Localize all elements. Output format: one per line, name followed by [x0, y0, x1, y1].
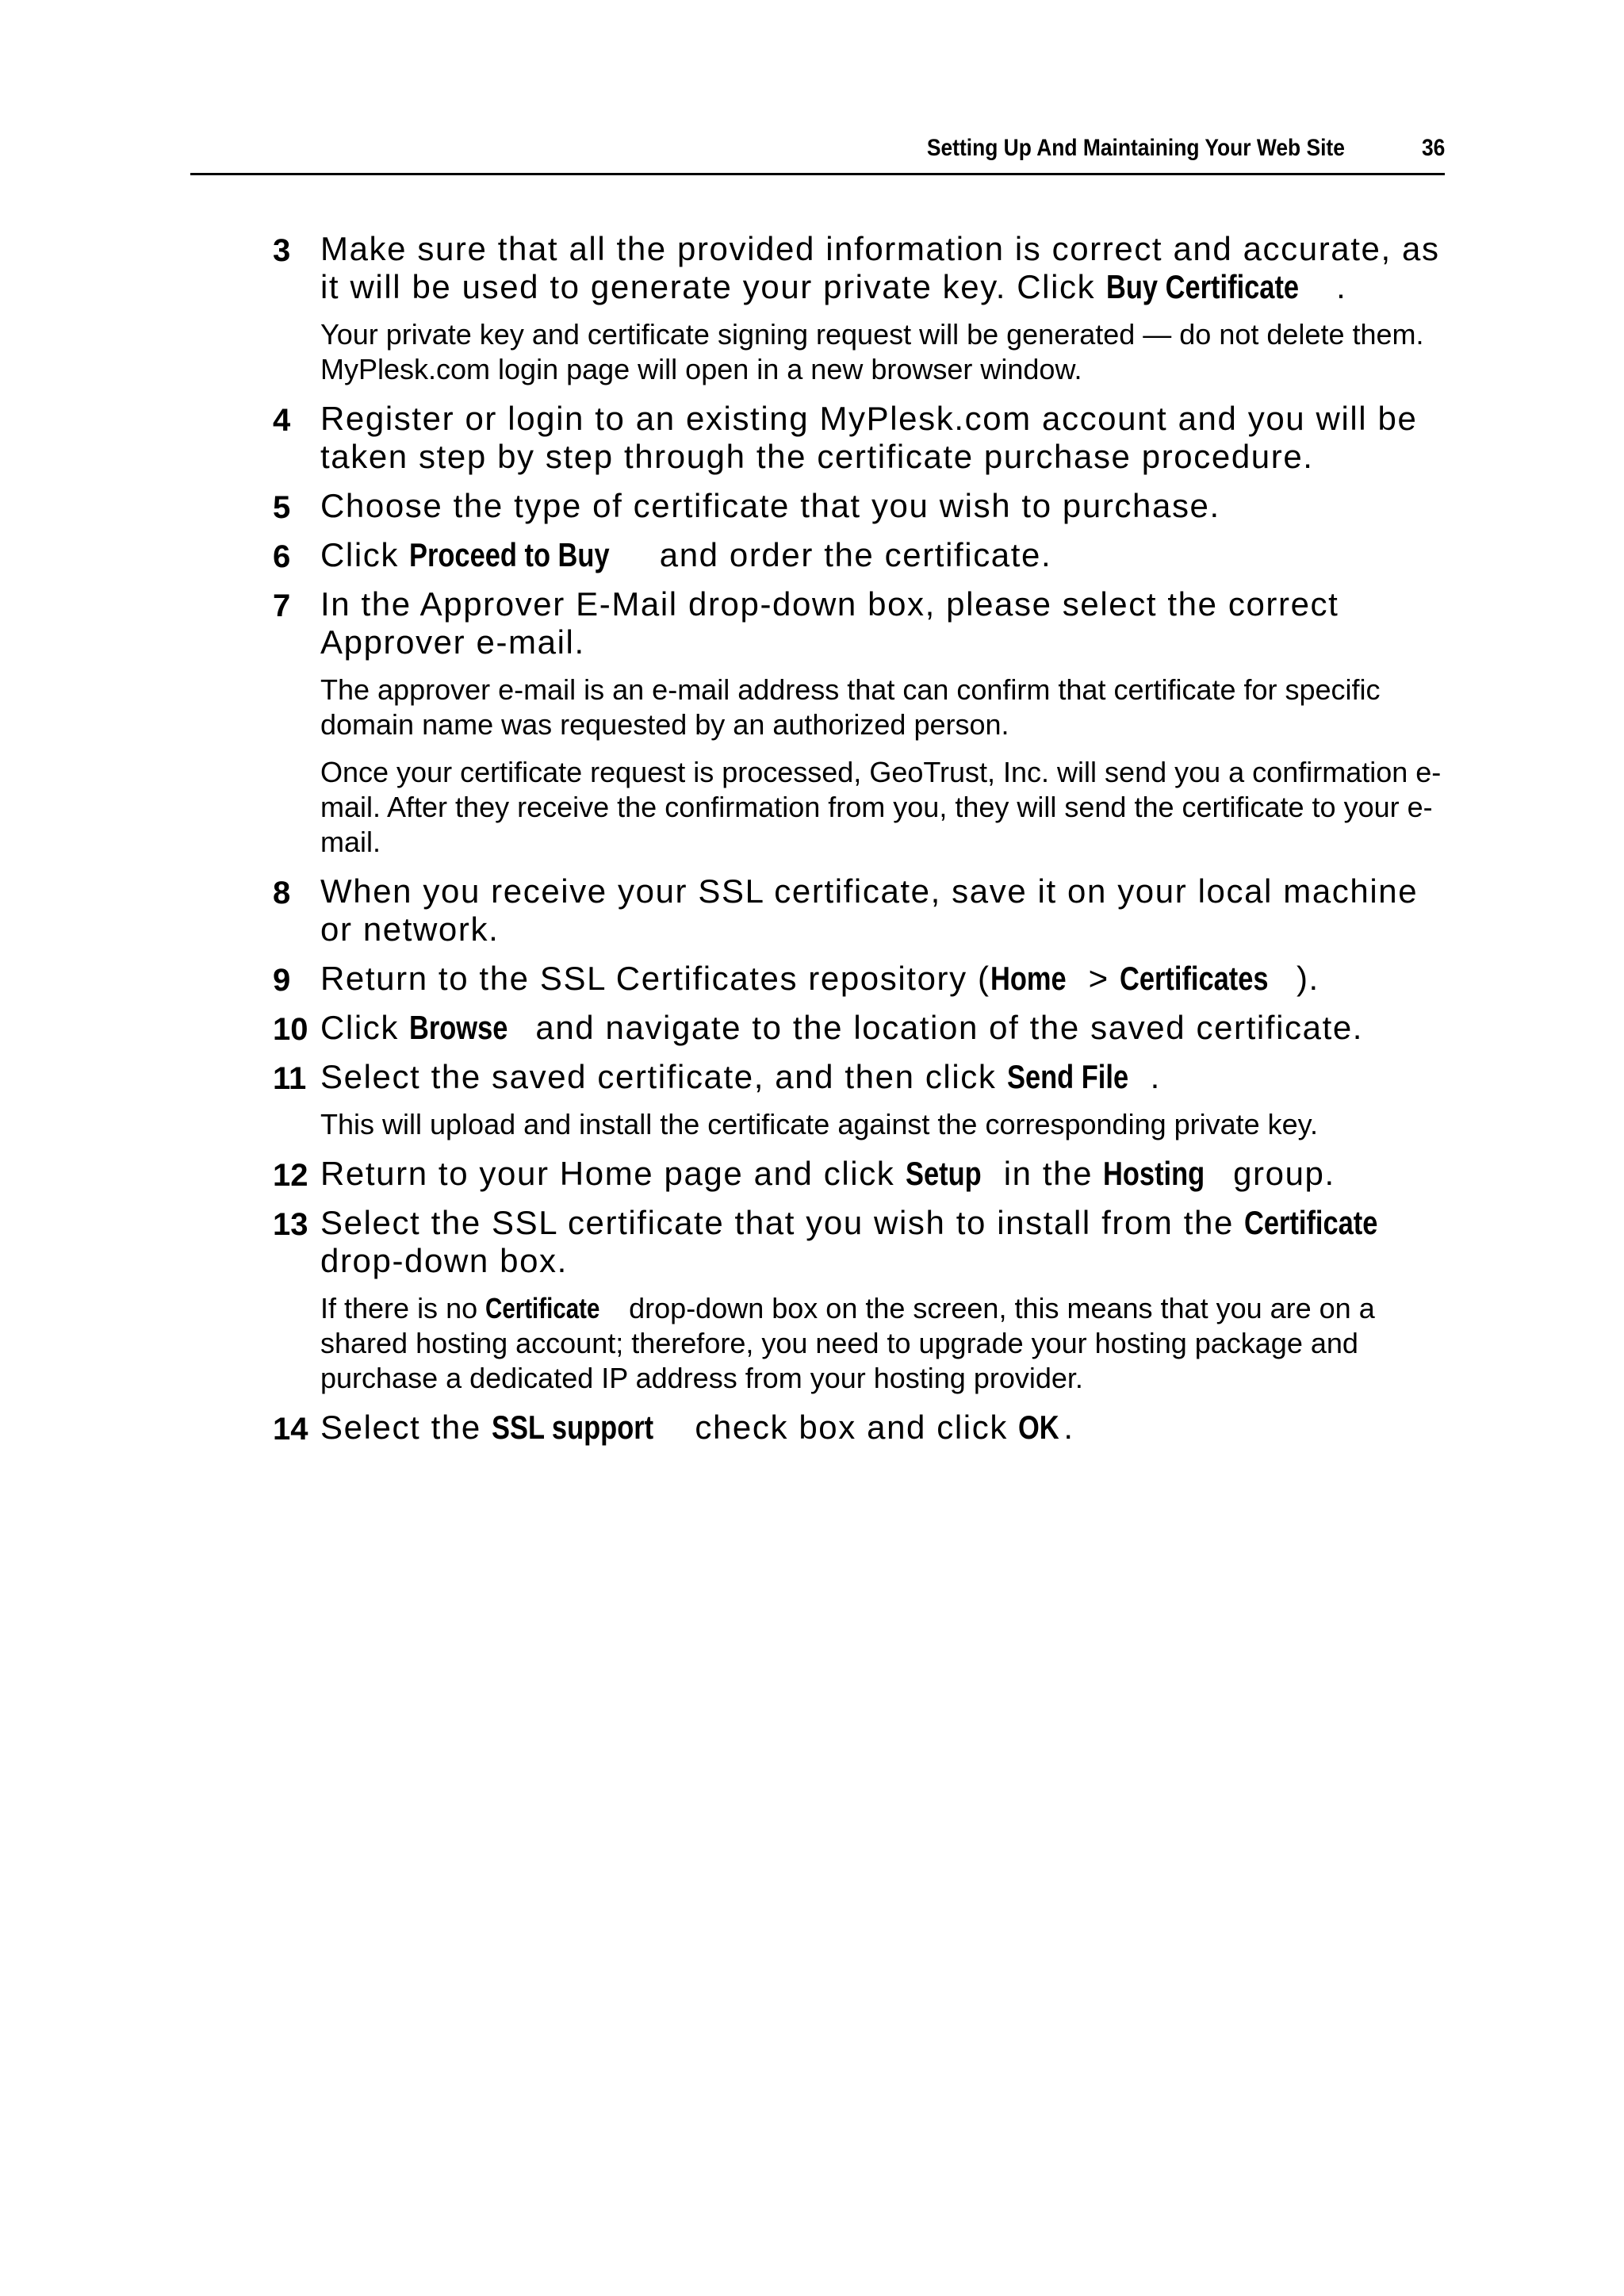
ui-label-ok: OK	[1018, 1409, 1059, 1446]
ui-label-hosting: Hosting	[1103, 1155, 1205, 1192]
step-number: 8	[273, 876, 291, 910]
step-12	[273, 1155, 1446, 1193]
step-7	[273, 585, 1446, 661]
ui-label-certificates: Certificates	[1120, 960, 1269, 997]
step-text: Select the saved certificate, and then click Send File .	[320, 1058, 1161, 1095]
step-3	[273, 230, 1446, 306]
step-number: 9	[273, 963, 291, 998]
step-note: If there is no Certificate drop-down box on the screen, this means that you are on a shared hosting account; therefore, you need to upgrade your hosting package and purchase a dedicated IP address from your hosting provider.	[320, 1292, 1375, 1394]
page-number: 36	[1421, 135, 1445, 161]
step-8	[273, 872, 1446, 949]
step-number: 11	[273, 1061, 307, 1096]
step-note: This will upload and install the certificate against the corresponding private key.	[320, 1108, 1319, 1140]
ui-label-home: Home	[990, 960, 1067, 997]
step-9	[273, 960, 1446, 998]
ui-label-browse: Browse	[409, 1009, 508, 1046]
step-text: Make sure that all the provided information is correct and accurate, as it will be used to generate your private key. Click Buy Certificate .	[320, 230, 1440, 305]
step-text: Click Browse and navigate to the location of the saved certificate.	[320, 1009, 1364, 1046]
step-number: 12	[273, 1158, 308, 1193]
step-number: 3	[273, 233, 291, 268]
ui-label-send-file: Send File	[1006, 1058, 1128, 1095]
step-list	[273, 230, 1446, 1458]
step-note: The approver e-mail is an e-mail address that can confirm that certificate for specific domain name was requested by an authorized person.	[320, 673, 1381, 741]
step-11	[273, 1058, 1446, 1096]
ui-label-ssl-support: SSL support	[492, 1409, 654, 1446]
step-number: 7	[273, 588, 291, 623]
running-header	[190, 133, 1445, 175]
step-text: Register or login to an existing MyPlesk.com account and you will be taken step by step through the certificate purchase procedure.	[320, 400, 1418, 475]
step-4	[273, 400, 1446, 476]
ui-label-proceed-to-buy: Proceed to Buy	[409, 536, 610, 573]
step-13	[273, 1204, 1446, 1280]
ui-label-certificate: Certificate	[485, 1292, 600, 1324]
step-number: 4	[273, 403, 291, 438]
step-number: 5	[273, 490, 291, 525]
step-text: Choose the type of certificate that you wish to purchase.	[320, 487, 1220, 524]
ui-label-setup: Setup	[905, 1155, 982, 1192]
step-text: When you receive your SSL certificate, save it on your local machine or network.	[320, 872, 1419, 948]
ui-label-certificate: Certificate	[1244, 1204, 1378, 1241]
step-number: 6	[273, 539, 291, 574]
step-text: In the Approver E-Mail drop-down box, please select the correct Approver e-mail.	[320, 585, 1339, 661]
step-number: 13	[273, 1207, 308, 1242]
step-number: 10	[273, 1012, 308, 1047]
step-note: Once your certificate request is processed, GeoTrust, Inc. will send you a confirmation e-mail. After they receive the confirmation from you, they will send the certificate to your e-mail.	[320, 756, 1442, 858]
ui-label-buy-certificate: Buy Certificate	[1105, 268, 1299, 305]
step-text: Return to your Home page and click Setup in the Hosting group.	[320, 1155, 1335, 1192]
header-title: Setting Up And Maintaining Your Web Site	[926, 135, 1345, 161]
step-number: 14	[273, 1412, 308, 1447]
step-text: Click Proceed to Buy and order the certificate.	[320, 536, 1052, 573]
step-6	[273, 536, 1446, 574]
step-text: Return to the SSL Certificates repository (Home > Certificates ).	[320, 960, 1320, 997]
step-10	[273, 1009, 1446, 1047]
step-5	[273, 487, 1446, 525]
step-note: Your private key and certificate signing request will be generated — do not delete them. MyPlesk.com login page will open in a new browser window.	[320, 318, 1424, 385]
step-14	[273, 1409, 1446, 1447]
step-text: Select the SSL support check box and click OK .	[320, 1409, 1074, 1446]
step-text: Select the SSL certificate that you wish to install from the Certificate drop-down box.	[320, 1204, 1378, 1279]
